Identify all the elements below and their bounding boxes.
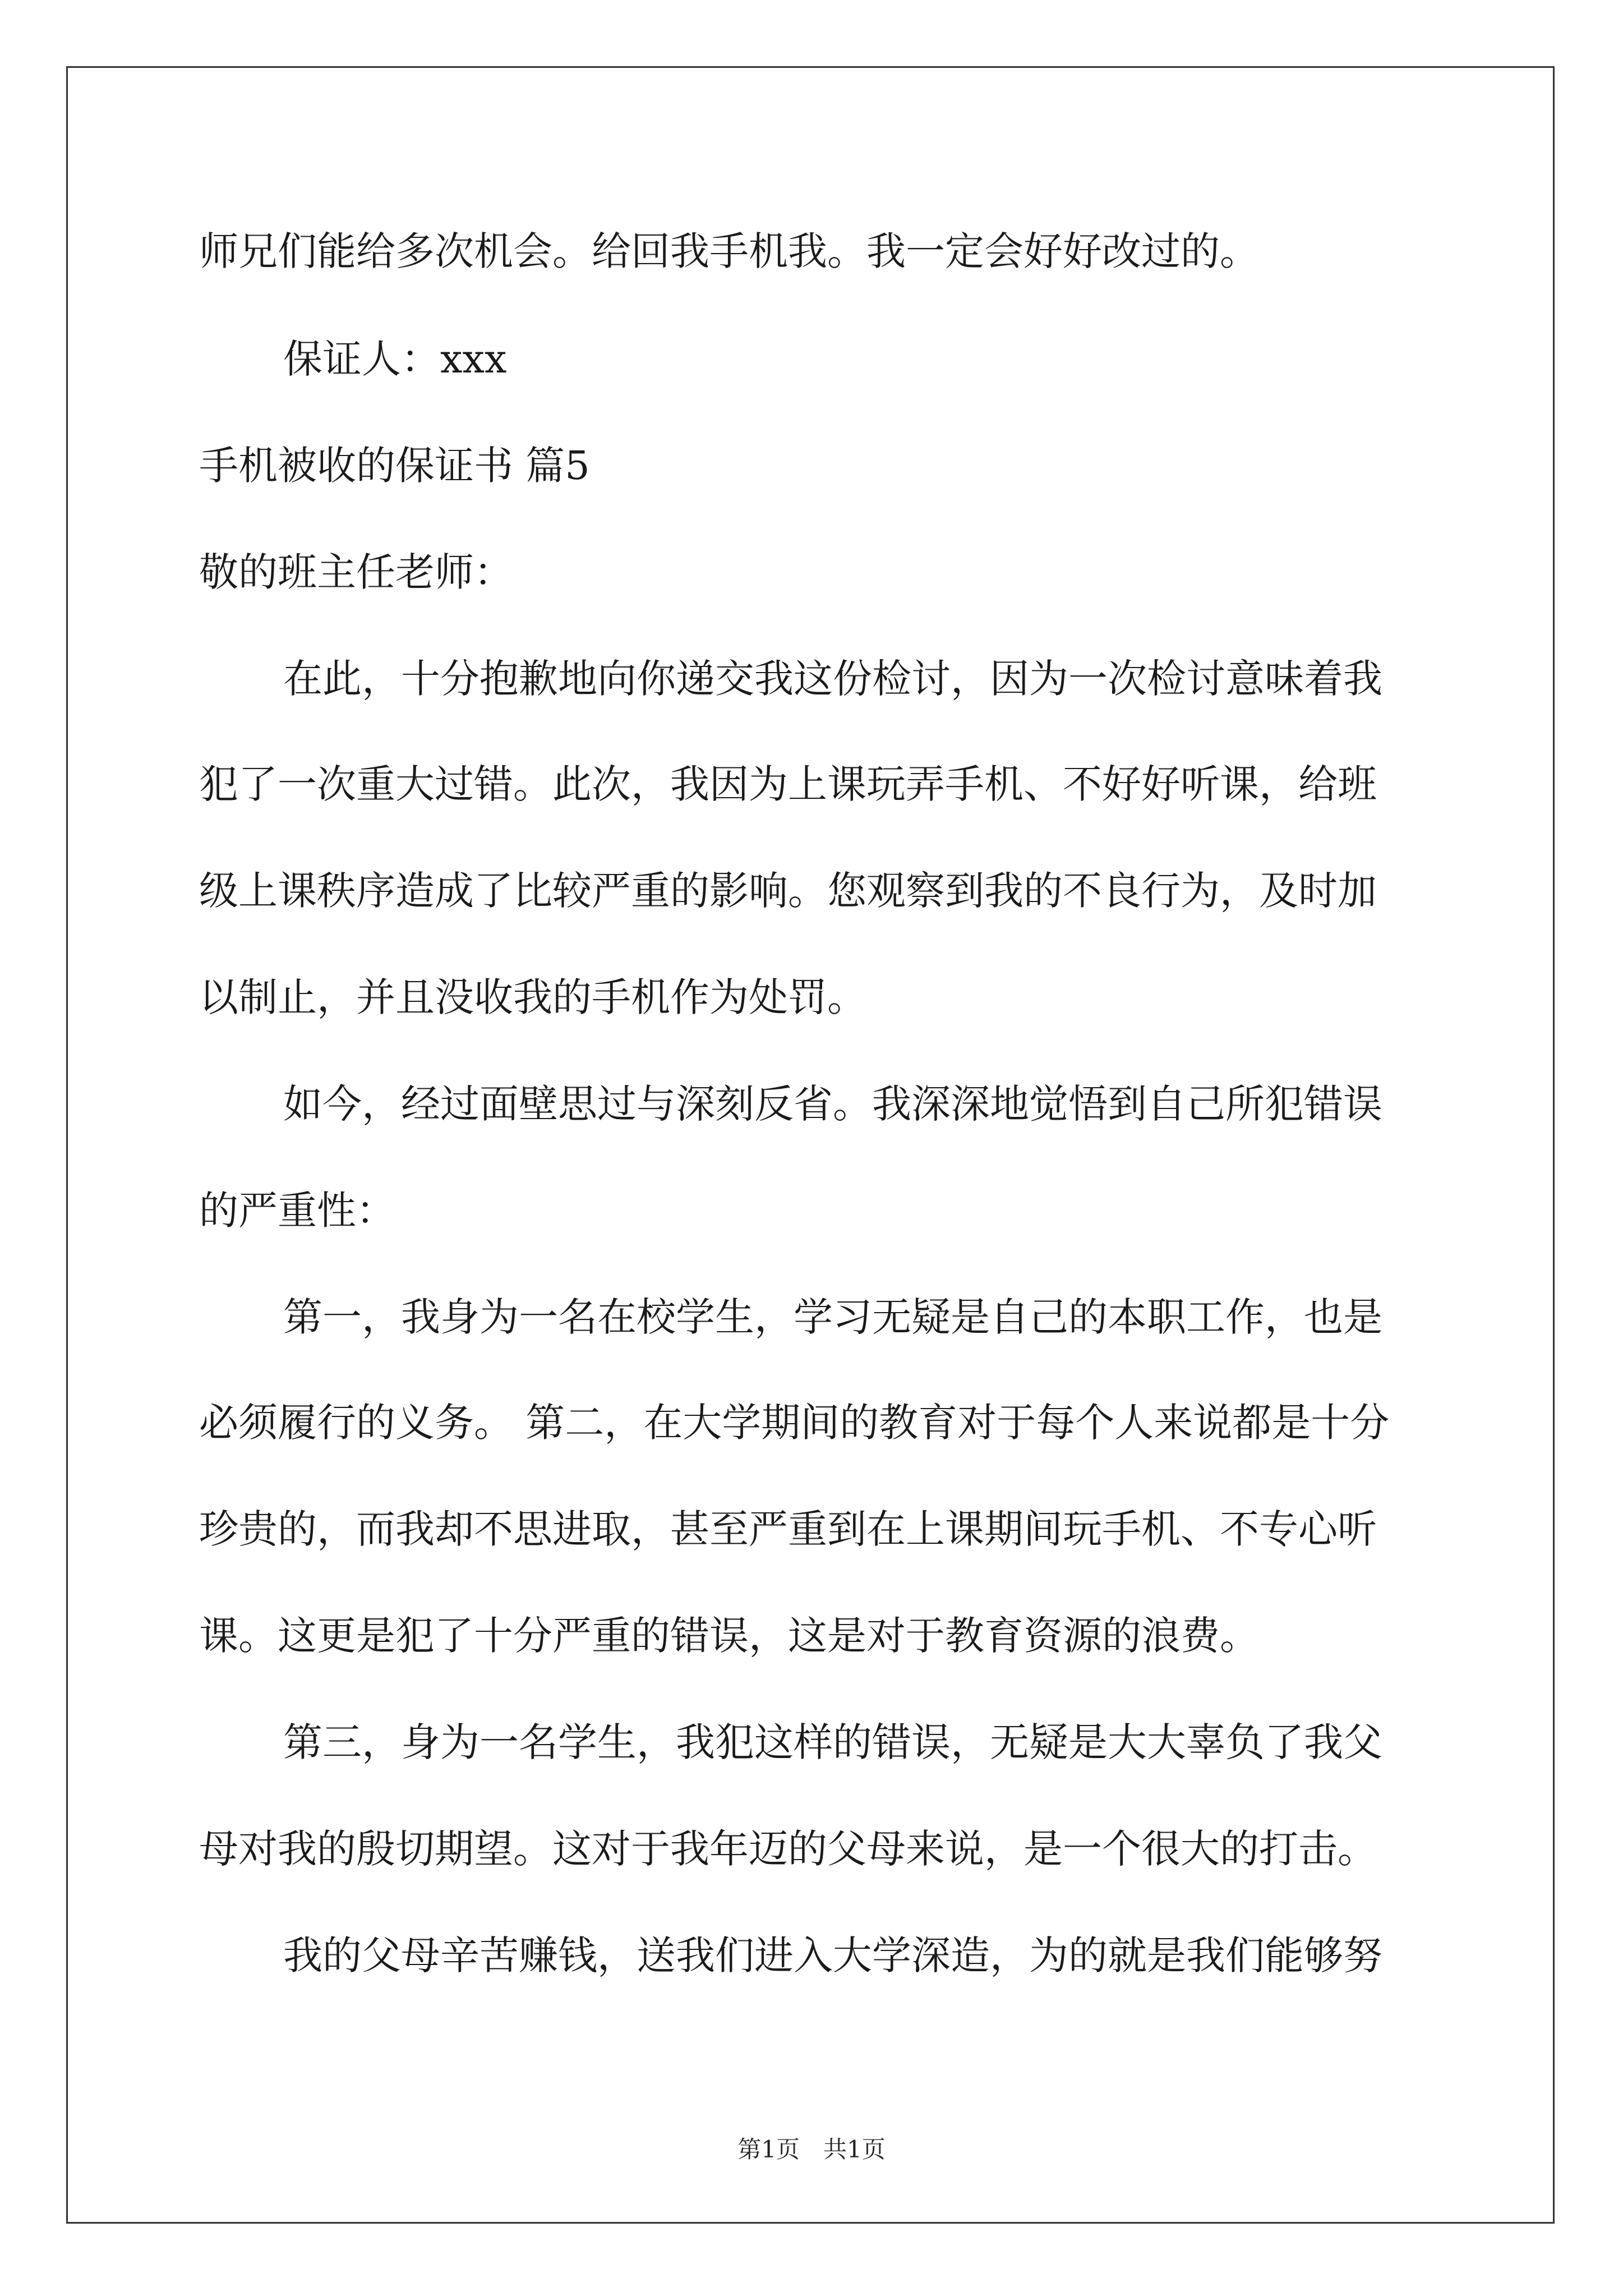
text-line: 在此，十分抱歉地向你递交我这份检讨，因为一次检讨意味着我 — [283, 656, 1382, 702]
text-line: 第三，身为一名学生，我犯这样的错误，无疑是大大辜负了我父 — [283, 1719, 1382, 1765]
text-line: 珍贵的，而我却不思进取，甚至严重到在上课期间玩手机、不专心听 — [199, 1506, 1377, 1552]
text-line: 的严重性： — [199, 1188, 395, 1234]
text-line: 必须履行的义务。 第二，在大学期间的教育对于每个人来说都是十分 — [199, 1400, 1390, 1446]
text-line: 犯了一次重大过错。此次，我因为上课玩弄手机、不好好听课，给班 — [199, 761, 1377, 807]
text-line: 课。这更是犯了十分严重的错误，这是对于教育资源的浪费。 — [199, 1613, 1259, 1659]
text-line: 如今，经过面壁思过与深刻反省。我深深地觉悟到自己所犯错误 — [283, 1081, 1382, 1127]
text-line: 师兄们能给多次机会。给回我手机我。我一定会好好改过的。 — [199, 228, 1259, 274]
text-line: 第一，我身为一名在校学生，学习无疑是自己的本职工作，也是 — [283, 1294, 1382, 1340]
page-border — [66, 66, 1555, 2224]
text-line: 母对我的殷切期望。这对于我年迈的父母来说，是一个很大的打击。 — [199, 1826, 1377, 1872]
text-line: 级上课秩序造成了比较严重的影响。您观察到我的不良行为，及时加 — [199, 868, 1377, 914]
guarantor-signature: 保证人：xxx — [283, 336, 507, 382]
text-line: 以制止，并且没收我的手机作为处罚。 — [199, 974, 866, 1020]
text-line: 我的父母辛苦赚钱，送我们进入大学深造，为的就是我们能够努 — [283, 1932, 1382, 1978]
salutation: 敬的班主任老师： — [199, 549, 513, 595]
section-heading: 手机被收的保证书 篇5 — [199, 443, 590, 489]
page-footer: 第1页 共1页 — [737, 2136, 886, 2163]
